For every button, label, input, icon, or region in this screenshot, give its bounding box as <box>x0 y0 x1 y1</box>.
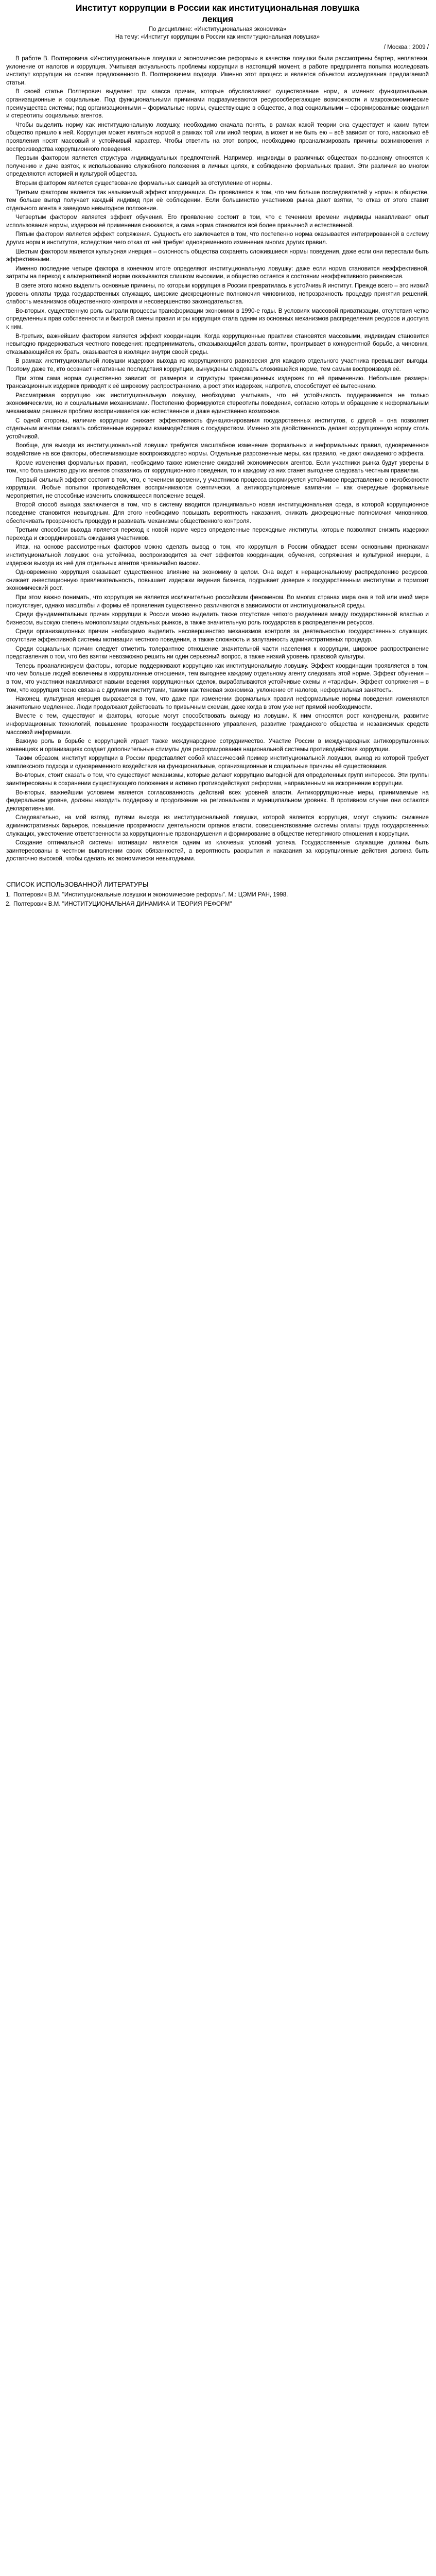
article-paragraph: В свете этого можно выделить основные причины, по которым коррупция в России превратилась в устойчивый институт. Прежде всего – это низкий уровень оплаты труда государственных служащих, широкие дискреционные полномочия чиновников, непрозрачность процедур принятия решений, слабость механизмов общественного контроля и несовершенство законодательства. <box>6 282 429 306</box>
article-paragraph: При этом сама норма существенно зависит от размеров и структуры трансакционных издержек по её применению. Небольшие размеры трансакционных издержек приводят к её широкому распространению, а рост этих издержек, напротив, способствует её вытеснению. <box>6 375 429 390</box>
article-paragraph: Третьим фактором является так называемый эффект координации. Он проявляется в том, что чем больше последователей у нормы в обществе, тем больше выгод получает каждый индивид при её соблюдении. Если большинство участников рынка дают взятки, то отказ от этого ставит отдельного агента в заведомо невыгодное положение. <box>6 189 429 212</box>
article-paragraph: Среди организационных причин необходимо выделить несовершенство механизмов контроля за деятельностью государственных служащих, отсутствие эффективной системы мотивации честного поведения, а также сложность и запутанность административных процедур. <box>6 628 429 643</box>
article-title <box>6 2 429 25</box>
article-paragraph: Третьим способом выхода является переход к новой норме через определенные переходные институты, которые позволяют снизить издержки перехода и скоординировать ожидания участников. <box>6 527 429 541</box>
article-paragraph: При этом важно понимать, что коррупция не является исключительно российским феноменом. Во многих странах мира она в той или иной мере присутствует, однако масштабы и формы её проявления существенно различаются в зависимости от институциональной среды. <box>6 594 429 609</box>
article-paragraph: Вообще, для выхода из институциональной ловушки требуется масштабное изменение формальных и неформальных правил, одновременное воздействие на все факторы, обеспечивающие воспроизводство нормы. Отдельные разрозненные меры, как правило, не дают ожидаемого эффекта. <box>6 442 429 457</box>
article-paragraph: Четвертым фактором является эффект обучения. Его проявление состоит в том, что с течением времени индивиды накапливают опыт использования нормы, издержки её применения снижаются, а сама норма становится всё более привычной и естественной. <box>6 214 429 229</box>
document-page <box>0 0 436 914</box>
article-title-suffix: лекция <box>201 14 234 24</box>
reference-item: 1. Полтерович В.М. "Институциональные ловушки и экономические реформы". М.: ЦЭМИ РАН, 1998. <box>12 891 429 899</box>
discipline-line: По дисциплине: «Институциональная экономика» <box>148 26 287 32</box>
topic-line: На тему: «Институт коррупции в России как институциональная ловушка» <box>115 34 320 40</box>
article-paragraph: В-третьих, важнейшим фактором является эффект координации. Когда коррупционные практики становятся массовыми, индивидам становится невыгодно придерживаться честного поведения: предприниматель, отказывающийся давать взятки, проигрывает в конкурентной борьбе, а чиновник, отказывающийся их брать, оказывается в изоляции внутри своей среды. <box>6 332 429 355</box>
article-paragraph: В рамках институциональной ловушки издержки выхода из коррупционного равновесия для каждого отдельного участника превышают выгоды. Поэтому даже те, кто осознает негативные последствия коррупции, вынуждены следовать сложившейся норме, тем самым воспроизводя её. <box>6 358 429 372</box>
article-paragraph: Пятым фактором является эффект сопряжения. Сущность его заключается в том, что постепенно норма оказывается интегрированной в систему других норм и институтов, вследствие чего отказ от неё требует одновременного изменения многих других правил. <box>6 231 429 246</box>
article-paragraph: Вторым фактором является существование формальных санкций за отступление от нормы. <box>15 179 272 187</box>
article-title-text: Институт коррупции в России как институциональная ловушка <box>75 3 360 13</box>
article-paragraph: Во-вторых, существенную роль сыграли процессы трансформации экономики в 1990-е годы. В условиях массовой приватизации, отсутствия четко определенных прав собственности и быстрой смены правил игры коррупция стала одним из основных механизмов распределения ресурсов и доступа к ним. <box>6 307 429 330</box>
article-paragraph: Среди фундаментальных причин коррупции в России можно выделить также отсутствие четкого разделения между государственной властью и бизнесом, высокую степень монополизации отдельных рынков, а также значительную роль государства в распределении ресурсов. <box>6 611 429 626</box>
article-paragraph: В работе В. Полтеровича «Институциональные ловушки и экономические реформы» в качестве ловушки были рассмотрены бартер, неплатежи, уклонение от налогов и коррупция. Учитывая актуальность проблемы коррупции в настоящий момент, в работе предпринята попытка исследовать институт коррупции на основе предложенного В. Полтеровичем подхода. Именно этот процесс и является объектом исследования предлагаемой статьи. <box>6 55 429 86</box>
references-list <box>6 891 429 908</box>
reference-item: 2. Полтерович В.М. "ИНСТИТУЦИОНАЛЬНАЯ ДИНАМИКА И ТЕОРИЯ РЕФОРМ" <box>12 900 429 908</box>
article-paragraph: Именно последние четыре фактора в конечном итоге определяют институциональную ловушку: даже если норма становится неэффективной, затраты на переход к альтернативной норме оказываются слишком высокими, и общество остается в состоянии неэффективного равновесия. <box>6 265 429 280</box>
references-title: СПИСОК ИСПОЛЬЗОВАННОЙ ЛИТЕРАТУРЫ <box>6 880 149 888</box>
article-paragraph: Кроме изменения формальных правил, необходимо также изменение ожиданий экономических агентов. Если участники рынка будут уверены в том, что большинство других агентов отказались от коррупционного поведения, то и каждому из них станет выгоднее следовать честным правилам. <box>6 459 429 474</box>
references-section <box>6 880 429 908</box>
article-paragraph: В своей статье Полтерович выделяет три класса причин, которые обусловливают существование норм, а именно: функциональные, организационные и социальные. Под функциональными причинами подразумеваются ресурсосберегающие возможности и макроэкономические преимущества системы; под организационными – формальные нормы, существующие в обществе, а под социальными – сформированные ожидания и стереотипы социальных агентов. <box>6 88 429 120</box>
article-paragraph: Вместе с тем, существуют и факторы, которые могут способствовать выходу из ловушки. К ним относятся рост конкуренции, развитие информационных технологий, повышение прозрачности государственного управления, развитие гражданского общества и независимых средств массовой информации. <box>6 713 429 736</box>
article-paragraph: Второй способ выхода заключается в том, что в систему вводится принципиально новая институциональная среда, в которой коррупционное поведение становится невыгодным. Для этого необходимо повышать вероятность наказания, снижать дискреционные полномочия чиновников, обеспечивать прозрачность процедур и развивать механизмы общественного контроля. <box>6 501 429 524</box>
article-paragraph: Одновременно коррупция оказывает существенное влияние на экономику в целом. Она ведет к нерациональному распределению ресурсов, снижает инвестиционную привлекательность, повышает издержки ведения бизнеса, подрывает доверие к государственным институтам и тормозит экономический рост. <box>6 569 429 592</box>
article-paragraph: Создание оптимальной системы мотивации является одним из ключевых условий успеха. Государственные служащие должны быть заинтересованы в честном выполнении своих обязанностей, а вероятность раскрытия и наказания за коррупционные действия должна быть достаточно высокой, чтобы сделать их экономически невыгодными. <box>6 839 429 862</box>
article-paragraph: Среди социальных причин следует отметить толерантное отношение значительной части населения к коррупции, широкое распространение представления о том, что без взятки невозможно решить ни один серьезный вопрос, а также низкий уровень правовой культуры. <box>6 645 429 660</box>
article-body <box>6 55 429 863</box>
article-paragraph: Во-вторых, стоит сказать о том, что существуют механизмы, которые делают коррупцию выгодной для определенных групп интересов. Эти группы заинтересованы в сохранении существующего положения и активно противодействуют реформам, направленным на искоренение коррупции. <box>6 772 429 787</box>
place-date: / Москва : 2009 / <box>383 44 429 50</box>
article-paragraph: С одной стороны, наличие коррупции снижает эффективность функционирования государственных институтов, с другой – она позволяет отдельным агентам снижать собственные издержки взаимодействия с государством. Именно эта двойственность делает коррупционную норму столь устойчивой. <box>6 417 429 440</box>
article-paragraph: Первый сильный эффект состоит в том, что, с течением времени, у участников процесса формируется устойчивое представление о неизбежности коррупции. Любые попытки противодействия воспринимаются скептически, а антикоррупционные кампании – как очередные формальные мероприятия, не способные изменить сложившееся положение вещей. <box>6 476 429 499</box>
article-paragraph: Рассматривая коррупцию как институциональную ловушку, необходимо учитывать, что её устойчивость поддерживается не только экономическими, но и социальными механизмами. Постепенно формируются стереотипы поведения, согласно которым обращение к неформальным механизмам решения проблем воспринимается как естественное и даже единственно возможное. <box>6 392 429 415</box>
article-paragraph: Первым фактором является структура индивидуальных предпочтений. Например, индивиды в различных обществах по-разному относятся к получению и даче взяток, к использованию служебного положения в личных целях, к соблюдению формальных правил. Эти различия во многом определяются историей и культурой общества. <box>6 155 429 178</box>
article-paragraph: Шестым фактором является культурная инерция – склонность общества сохранять сложившиеся нормы поведения, даже если они перестали быть эффективными. <box>6 248 429 263</box>
article-paragraph: Таким образом, институт коррупции в России представляет собой классический пример институциональной ловушки, выход из которой требует комплексного подхода и одновременного воздействия на функциональные, организационные и социальные причины её существования. <box>6 755 429 770</box>
article-paragraph: Важную роль в борьбе с коррупцией играет также международное сотрудничество. Участие России в международных антикоррупционных конвенциях и организациях создает дополнительные стимулы для реформирования национальной системы противодействия коррупции. <box>6 738 429 753</box>
article-paragraph: Наконец, культурная инерция выражается в том, что даже при изменении формальных правил неформальные нормы поведения изменяются значительно медленнее. Люди продолжают действовать по привычным схемам, даже когда в этом уже нет прямой необходимости. <box>6 696 429 710</box>
article-paragraph: Чтобы выделить норму как институциональную ловушку, необходимо сначала понять, в рамках какой теории она существует и каким путем общество пришло к ней. Коррупция может являться нормой в рамках той или иной теории, а может и не быть ею – всё зависит от того, насколько её проявления носят массовый и устойчивый характер. Чтобы ответить на этот вопрос, необходимо проанализировать причины возникновения и воспроизводства коррупционного поведения. <box>6 121 429 152</box>
article-paragraph: Следовательно, на мой взгляд, путями выхода из институциональной ловушки, которой является коррупция, могут служить: снижение административных барьеров, повышение прозрачности деятельности органов власти, совершенствование системы оплаты труда государственных служащих, ужесточение ответственности за коррупционные правонарушения и формирование в обществе нетерпимого отношения к коррупции. <box>6 814 429 837</box>
article-paragraph: Теперь проанализируем факторы, которые поддерживают коррупцию как институциональную ловушку. Эффект координации проявляется в том, что чем больше людей вовлечены в коррупционные отношения, тем выгоднее каждому отдельному агенту следовать этой норме. Эффект обучения – в том, что участники накапливают навыки ведения коррупционных сделок, вырабатываются устойчивые схемы и «тарифы». Эффект сопряжения – в том, что коррупция тесно связана с другими институтами, такими как теневая экономика, уклонение от налогов, неформальная занятость. <box>6 662 429 693</box>
article-paragraph: Во-вторых, важнейшим условием является согласованность действий всех уровней власти. Антикоррупционные меры, принимаемые на федеральном уровне, должны находить поддержку и продолжение на региональном и муниципальном уровнях. В противном случае они остаются декларативными. <box>6 789 429 812</box>
article-paragraph: Итак, на основе рассмотренных факторов можно сделать вывод о том, что коррупция в России обладает всеми основными признаками институциональной ловушки: она устойчива, воспроизводится за счет эффектов координации, обучения, сопряжения и культурной инерции, а издержки выхода из неё для отдельных агентов чрезвычайно высоки. <box>6 544 429 567</box>
